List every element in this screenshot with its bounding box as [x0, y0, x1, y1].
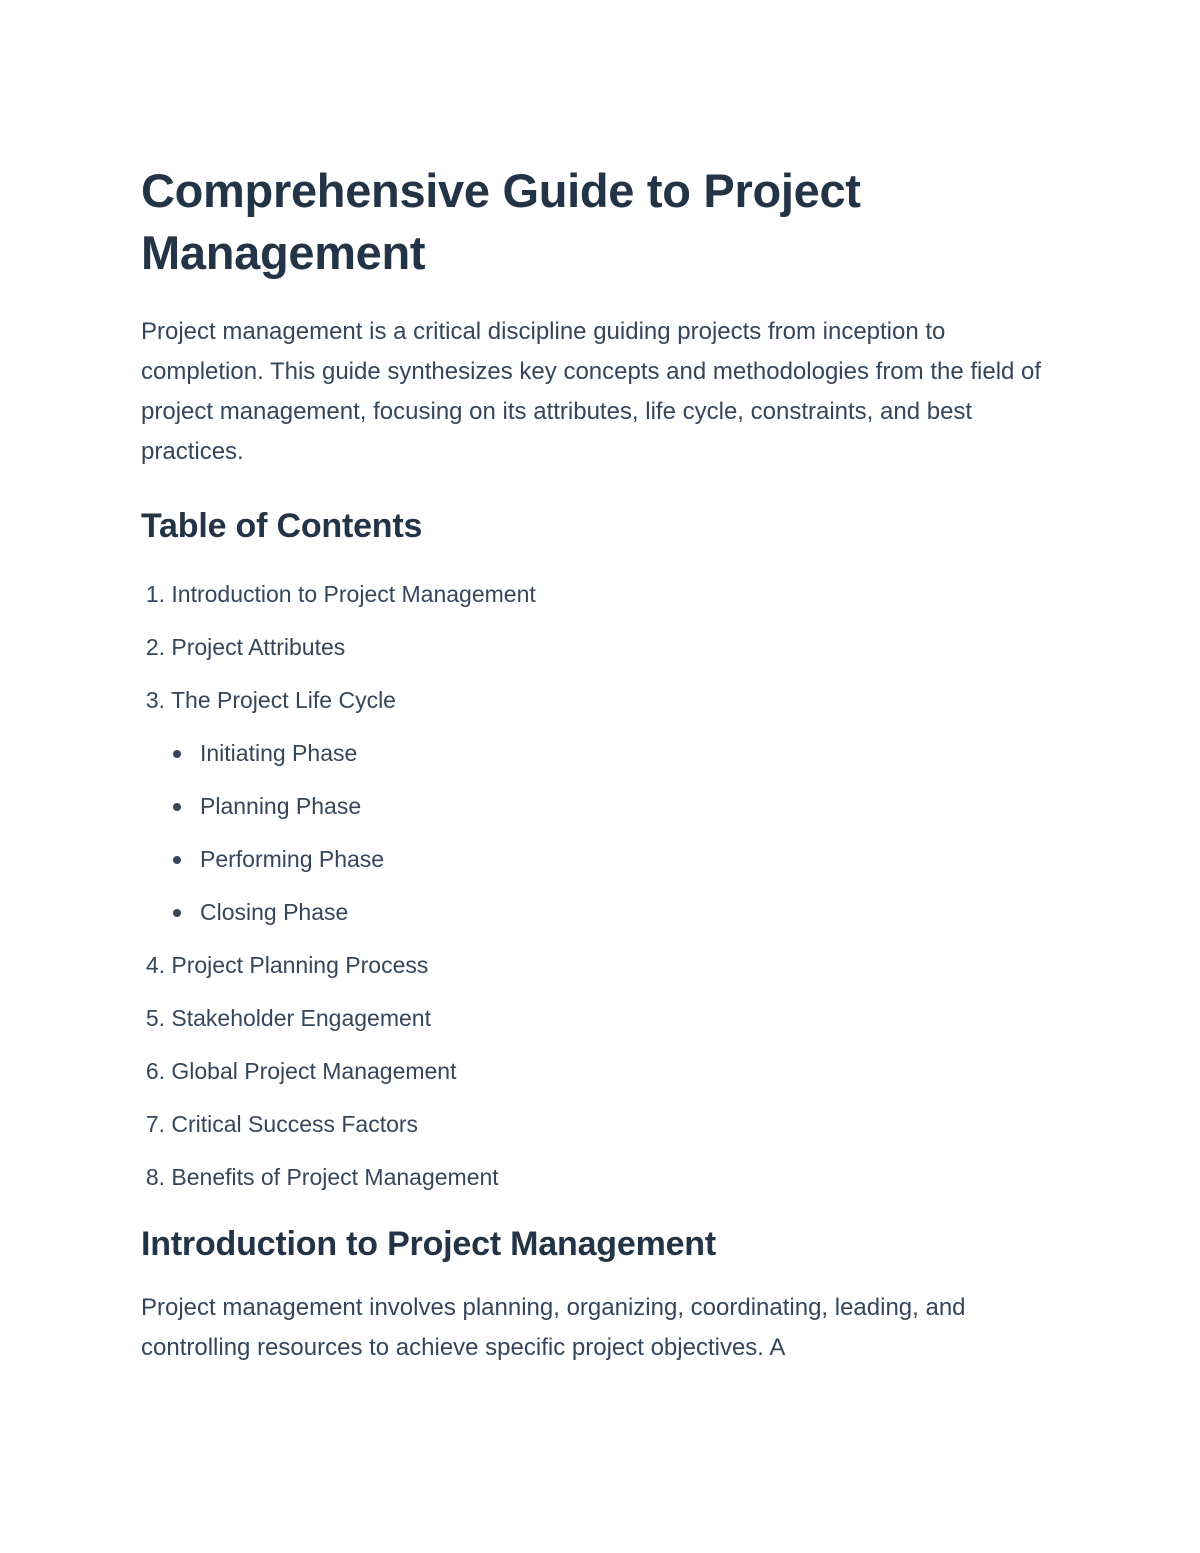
bullet-icon [173, 856, 181, 864]
toc-subitem-initiating [141, 727, 1071, 780]
toc-item-label: Introduction to Project Management [171, 581, 536, 607]
toc-item-label: Benefits of Project Management [171, 1164, 499, 1190]
toc-subitem-label: Planning Phase [200, 793, 362, 819]
bullet-icon [173, 909, 181, 917]
toc-item-number: 8. [145, 1164, 165, 1190]
toc-item-label: Project Attributes [171, 634, 346, 660]
toc-item-attributes [141, 621, 1071, 674]
toc-subitem-performing [141, 833, 1071, 886]
toc-item-planning-process [141, 939, 1071, 992]
section-heading: Introduction to Project Management [141, 1225, 717, 1263]
bullet-icon [173, 803, 181, 811]
toc-subitem-planning [141, 780, 1071, 833]
toc-sublist-life-cycle [141, 727, 1071, 939]
toc-item-stakeholder [141, 992, 1071, 1045]
toc-item-global [141, 1045, 1071, 1098]
table-of-contents [141, 568, 1071, 1204]
toc-item-label: Global Project Management [171, 1058, 457, 1084]
document-title: Comprehensive Guide to Project Management [141, 164, 861, 279]
toc-item-label: The Project Life Cycle [170, 687, 396, 713]
toc-item-benefits [141, 1151, 1071, 1204]
toc-item-number: 3. [145, 687, 165, 713]
toc-item-number: 5. [145, 1005, 165, 1031]
intro-paragraph: Project management is a critical discipline guiding projects from inception to completion. This guide synthesizes key concepts and methodologies from the field of project management, focusing on its attributes, life cycle, constraints, and best practices. [141, 318, 1042, 465]
toc-item-number: 2. [145, 634, 165, 660]
toc-item-label: Project Planning Process [171, 952, 429, 978]
toc-item-number: 6. [145, 1058, 165, 1084]
toc-item-success-factors [141, 1098, 1071, 1151]
document-page [141, 160, 1071, 1368]
toc-subitem-label: Initiating Phase [200, 740, 358, 766]
toc-subitem-label: Closing Phase [200, 899, 349, 925]
toc-subitem-closing [141, 886, 1071, 939]
toc-item-label: Critical Success Factors [171, 1111, 419, 1137]
bullet-icon [173, 750, 181, 758]
toc-item-label: Stakeholder Engagement [171, 1005, 431, 1031]
toc-sublist-container [141, 727, 1071, 939]
toc-heading: Table of Contents [141, 507, 423, 545]
toc-item-life-cycle [141, 674, 1071, 727]
toc-item-number: 1. [145, 581, 165, 607]
toc-item-number: 7. [145, 1111, 165, 1137]
toc-item-introduction [141, 568, 1071, 621]
toc-subitem-label: Performing Phase [200, 846, 385, 872]
toc-item-number: 4. [145, 952, 165, 978]
section-paragraph: Project management involves planning, organizing, coordinating, leading, and controlling resources to achieve specific project objectives. A [141, 1294, 966, 1361]
